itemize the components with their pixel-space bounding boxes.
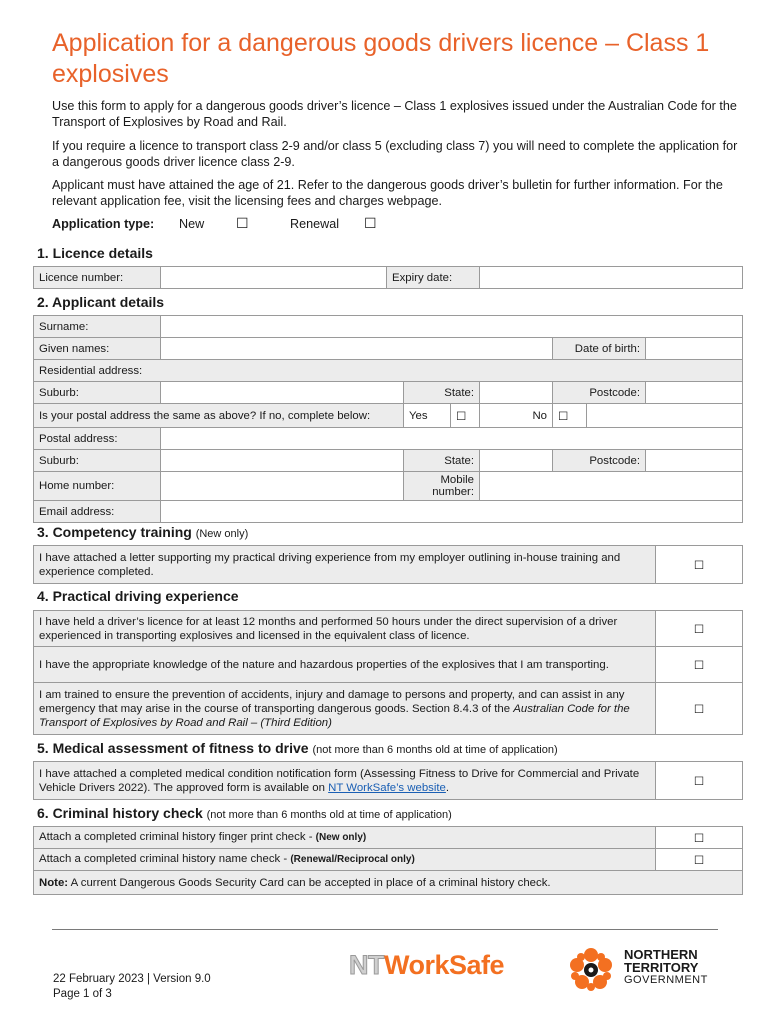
competency-training-table (33, 545, 743, 584)
postal-same-yes-label: Yes (404, 404, 451, 428)
section-6-title: 6. Criminal history check (37, 805, 203, 821)
suburb-label: Suburb: (34, 382, 161, 404)
surname-label: Surname: (34, 316, 161, 338)
footer-page-number: Page 1 of 3 (53, 988, 112, 1000)
licence-number-label: Licence number: (34, 267, 161, 289)
section-2-title: 2. Applicant details (37, 294, 165, 310)
footer-date-version: 22 February 2023 | Version 9.0 (53, 973, 211, 985)
postal-same-spacer (587, 404, 743, 428)
competency-training-checkbox[interactable]: ☐ (656, 546, 743, 584)
name-check-statement (34, 849, 656, 871)
footer-info (53, 972, 211, 1002)
explosives-code-reference: Australian Code for the Transport of Explosives by Road and Rail – (Third Edition) (39, 702, 630, 729)
postal-state-label: State: (404, 450, 480, 472)
postal-postcode-input[interactable] (646, 450, 743, 472)
postal-same-no-label: No (480, 404, 553, 428)
section-3-title: 3. Competency training (37, 524, 192, 540)
date-of-birth-label: Date of birth: (553, 338, 646, 360)
application-type-new-checkbox[interactable]: ☐ (236, 215, 249, 231)
application-type-renewal-label: Renewal (290, 217, 340, 231)
intro-paragraph-2: If you require a licence to transport class 2-9 and/or class 5 (excluding class 7) you will need to complete the application for a dangerous goods driver licence class 2-9. (52, 139, 738, 169)
section-2-heading (37, 294, 164, 310)
expiry-date-input[interactable] (480, 267, 743, 289)
application-type-new-label: New (179, 217, 205, 231)
name-check-qualifier: (Renewal/Reciprocal only) (290, 854, 415, 865)
intro-paragraph-3: Applicant must have attained the age of 21. Refer to the dangerous goods driver’s bulletin for further information. For the relevant application fee, visit the licensing fees and charges webpage. (52, 178, 723, 208)
postal-state-input[interactable] (480, 450, 553, 472)
state-input[interactable] (480, 382, 553, 404)
note-label: Note: (39, 876, 69, 889)
date-of-birth-input[interactable] (646, 338, 743, 360)
residential-address-label: Residential address: (34, 360, 743, 382)
fingerprint-check-statement (34, 827, 656, 849)
medical-assessment-table (33, 761, 743, 800)
driving-experience-statement: I have held a driver’s licence for at least 12 months and performed 50 hours under the direct supervision of a driver experienced in transporting explosives and licensed in the equivalent class of licence. (34, 611, 656, 647)
section-4-title: 4. Practical driving experience (37, 588, 239, 604)
intro-paragraph-1: Use this form to apply for a dangerous goods driver’s licence – Class 1 explosives issued under the Australian Code for the Transport of Explosives by Road and Rail. (52, 99, 737, 129)
criminal-history-table (33, 826, 743, 895)
note-text: A current Dangerous Goods Security Card can be accepted in place of a criminal history check. (68, 876, 551, 889)
licence-details-table (33, 266, 743, 289)
postal-postcode-label: Postcode: (553, 450, 646, 472)
competency-training-statement: I have attached a letter supporting my practical driving experience from my employer outlining in-house training and experience completed. (34, 546, 656, 584)
nt-worksafe-logo (349, 950, 504, 981)
ntg-line-1: NORTHERN (624, 947, 698, 962)
application-type-renewal-checkbox[interactable]: ☐ (364, 215, 377, 231)
state-label: State: (404, 382, 480, 404)
section-1-title: 1. Licence details (37, 245, 153, 261)
name-check-checkbox[interactable]: ☐ (656, 849, 743, 871)
section-5-note: (not more than 6 months old at time of application) (312, 744, 558, 756)
email-address-label: Email address: (34, 501, 161, 523)
name-check-text: Attach a completed criminal history name check - (39, 853, 291, 865)
ntg-line-2: TERRITORY (624, 960, 699, 975)
postal-suburb-label: Suburb: (34, 450, 161, 472)
fingerprint-check-text: Attach a completed criminal history finger print check - (39, 831, 316, 843)
emergency-training-checkbox[interactable]: ☐ (656, 683, 743, 735)
practical-driving-table (33, 610, 743, 735)
given-names-label: Given names: (34, 338, 161, 360)
ntg-wordmark (624, 948, 708, 987)
mobile-number-input[interactable] (480, 472, 743, 501)
email-address-input[interactable] (161, 501, 743, 523)
section-5-heading (37, 740, 558, 756)
emergency-training-statement (34, 683, 656, 735)
section-4-heading (37, 588, 239, 604)
section-5-title: 5. Medical assessment of fitness to drive (37, 740, 309, 756)
licence-number-input[interactable] (161, 267, 387, 289)
page-title: Application for a dangerous goods drivers licence – Class 1 explosives (52, 29, 710, 88)
suburb-input[interactable] (161, 382, 404, 404)
given-names-input[interactable] (161, 338, 553, 360)
security-card-note (34, 871, 743, 895)
postcode-input[interactable] (646, 382, 743, 404)
logo-nt-text: NT (349, 950, 384, 980)
postal-same-no-checkbox[interactable]: ☐ (553, 404, 587, 428)
home-number-input[interactable] (161, 472, 404, 501)
section-3-heading (37, 524, 248, 540)
logo-worksafe-text: WorkSafe (384, 950, 505, 980)
fingerprint-check-checkbox[interactable]: ☐ (656, 827, 743, 849)
medical-assessment-end: . (445, 781, 450, 794)
section-3-note: (New only) (195, 528, 249, 540)
medical-assessment-text: I have attached a completed medical condition notification form (Assessing Fitness to Drive for Commercial and Private Vehicle Drivers 2022). The approved form is available on (39, 767, 640, 794)
footer-divider (52, 929, 718, 930)
postal-address-input[interactable] (161, 428, 743, 450)
medical-assessment-statement (34, 762, 656, 800)
section-6-note: (not more than 6 months old at time of application) (206, 809, 452, 821)
application-type-label: Application type: (52, 217, 155, 231)
surname-input[interactable] (161, 316, 743, 338)
home-number-label: Home number: (34, 472, 161, 501)
section-6-heading (37, 805, 452, 821)
ntg-line-3: GOVERNMENT (624, 974, 708, 986)
expiry-date-label: Expiry date: (387, 267, 480, 289)
postal-suburb-input[interactable] (161, 450, 404, 472)
section-1-heading (37, 245, 153, 261)
worksafe-website-link[interactable]: NT WorkSafe’s website (328, 781, 446, 794)
postal-same-yes-checkbox[interactable]: ☐ (451, 404, 480, 428)
hazard-knowledge-checkbox[interactable]: ☐ (656, 647, 743, 683)
medical-assessment-checkbox[interactable]: ☐ (656, 762, 743, 800)
postal-address-label: Postal address: (34, 428, 161, 450)
applicant-details-table (33, 315, 743, 523)
postcode-label: Postcode: (553, 382, 646, 404)
emergency-training-text: I am trained to ensure the prevention of accidents, injury and damage to persons and property, and can assist in any emergency that may arise in the course of transporting dangerous goods. Section 8.4.3 of the (39, 688, 625, 715)
postal-same-question: Is your postal address the same as above? If no, complete below: (34, 404, 404, 428)
fingerprint-check-qualifier: (New only) (315, 832, 367, 843)
hazard-knowledge-statement: I have the appropriate knowledge of the nature and hazardous properties of the explosives that I am transporting. (34, 647, 656, 683)
driving-experience-checkbox[interactable]: ☐ (656, 611, 743, 647)
mobile-number-label: Mobile number: (404, 472, 480, 501)
